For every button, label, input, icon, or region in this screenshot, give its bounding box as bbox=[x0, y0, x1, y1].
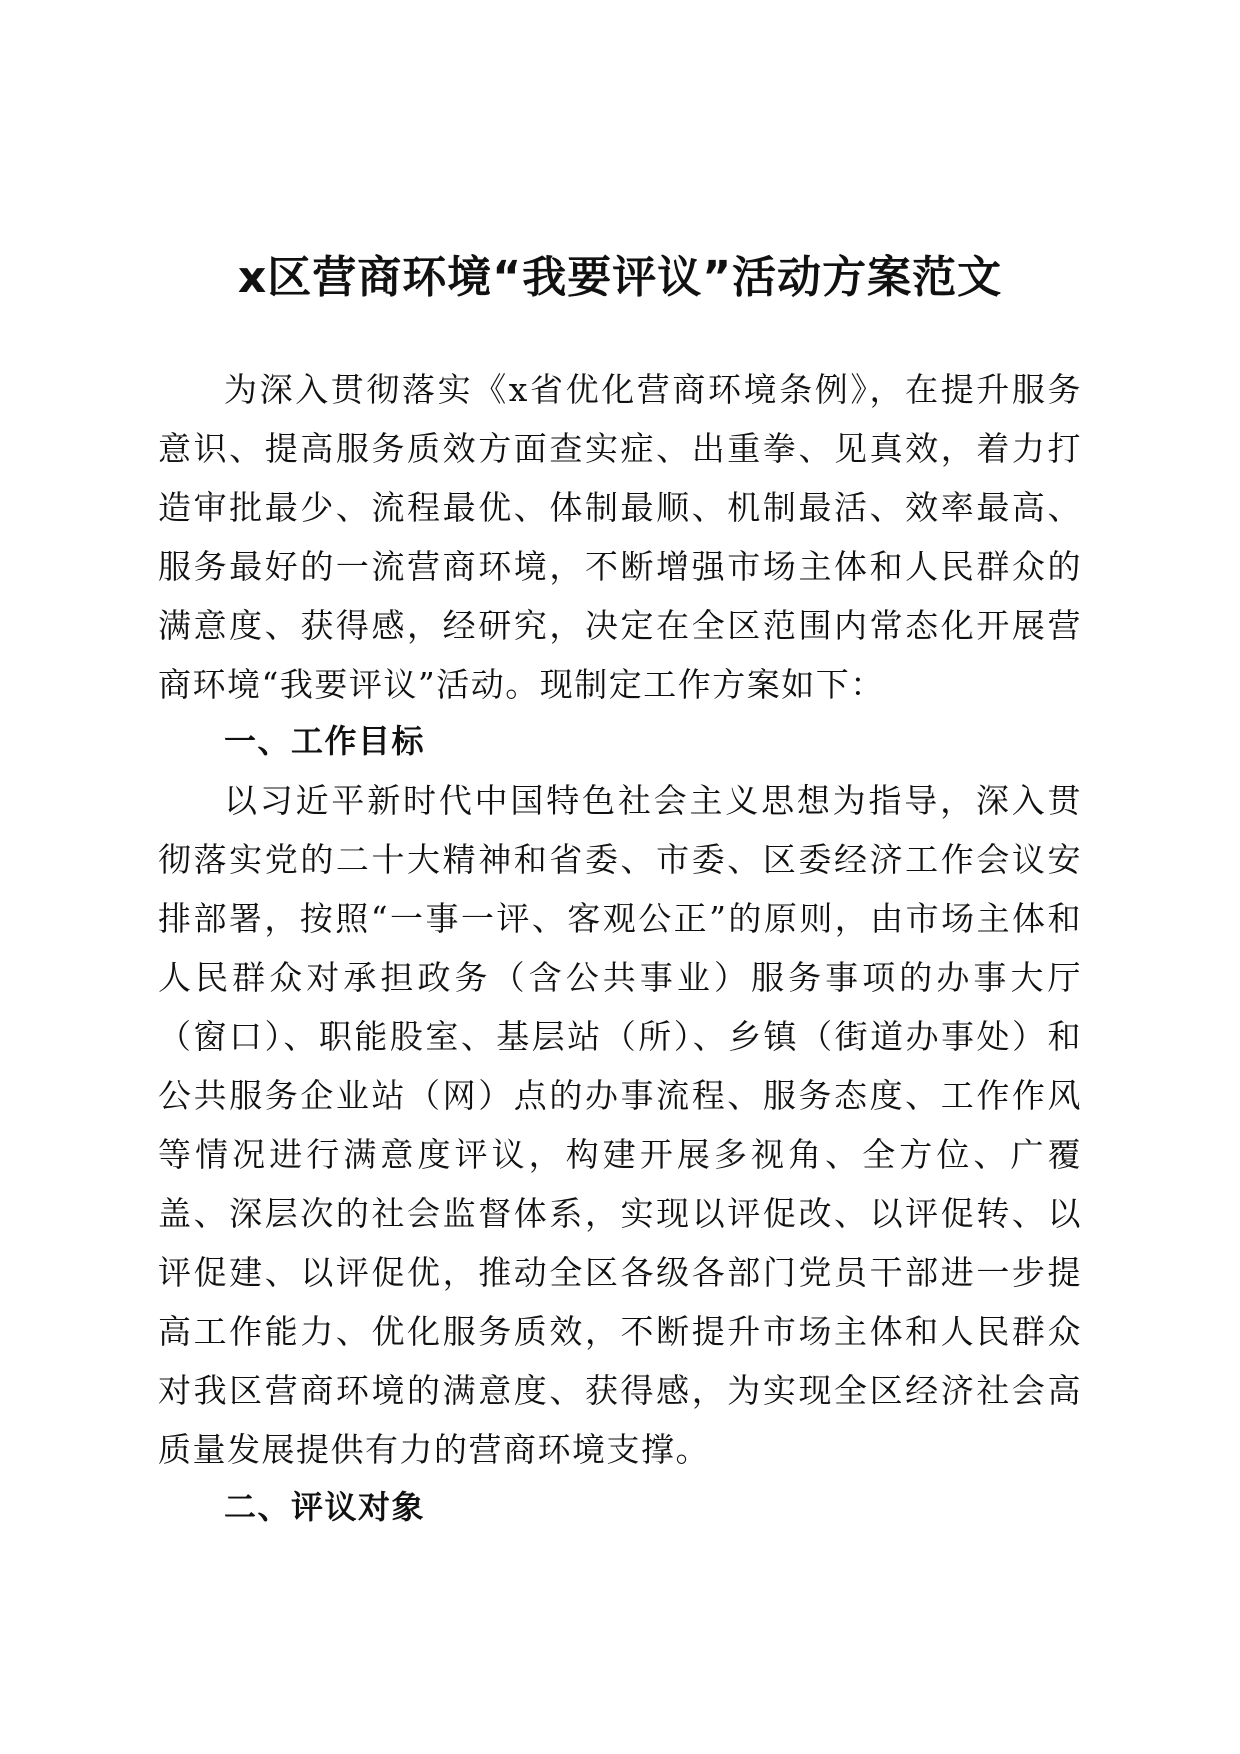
section-heading-review-target: 二、评议对象 bbox=[224, 1488, 426, 1526]
document-title: x区营商环境“我要评议”活动方案范文 bbox=[237, 252, 1003, 303]
section-heading-work-goal: 一、工作目标 bbox=[224, 722, 426, 760]
intro-paragraph: 为深入贯彻落实《x省优化营商环境条例》，在提升服务意识、提高服务质效方面查实症、出重拳、见真效，着力打造审批最少、流程最优、体制最顺、机制最活、效率最高、服务最好的一流营商环境，不断增强市场主体和人民群众的满意度、获得感，经研究，决定在全区范围内常态化开展营商环境“我要评议”活动。现制定工作方案如下： bbox=[158, 370, 1082, 704]
section-paragraph-work-goal: 以习近平新时代中国特色社会主义思想为指导，深入贯彻落实党的二十大精神和省委、市委、区委经济工作会议安排部署，按照“一事一评、客观公正”的原则，由市场主体和人民群众对承担政务（含公共事业）服务事项的办事大厅（窗口）、职能股室、基层站（所）、乡镇（街道办事处）和公共服务企业站（网）点的办事流程、服务态度、工作作风等情况进行满意度评议，构建开展多视角、全方位、广覆盖、深层次的社会监督体系，实现以评促改、以评促转、以评促建、以评促优，推动全区各级各部门党员干部进一步提高工作能力、优化服务质效，不断提升市场主体和人民群众对我区营商环境的满意度、获得感，为实现全区经济社会高质量发展提供有力的营商环境支撑。 bbox=[158, 781, 1082, 1469]
